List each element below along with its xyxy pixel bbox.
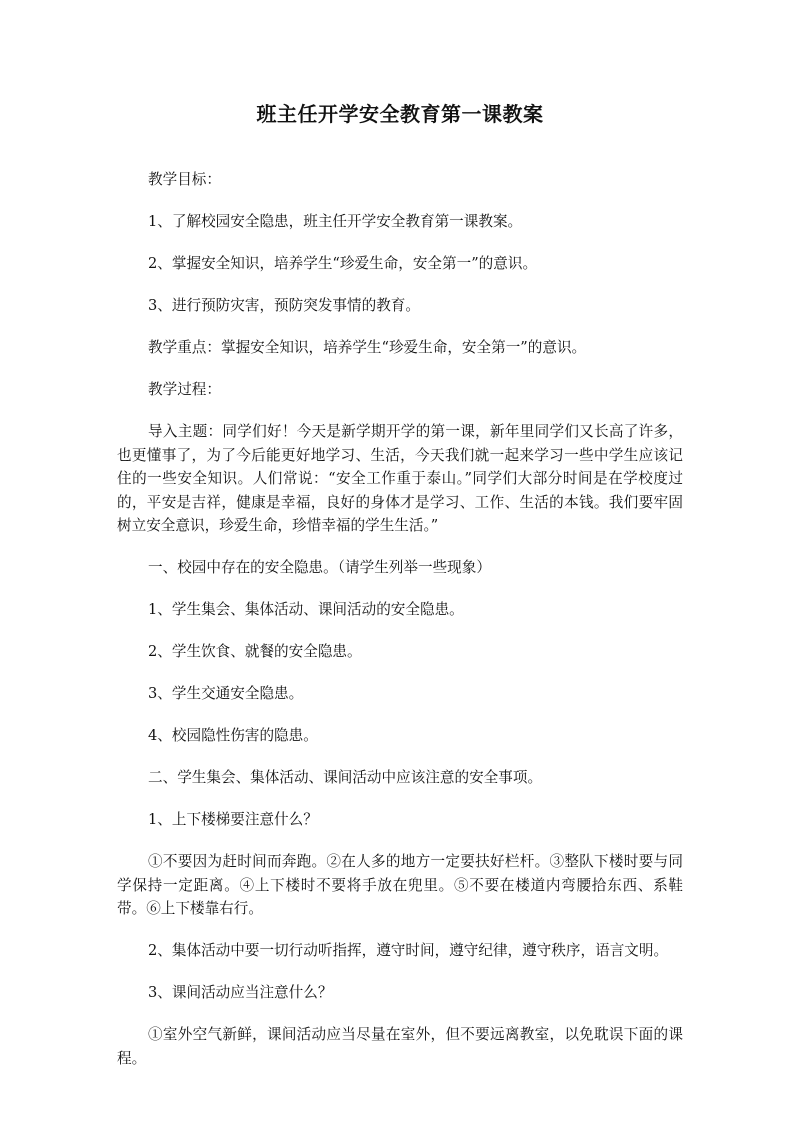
paragraph-objectives-heading: 教学目标： [148, 171, 221, 188]
paragraph-stairs-rules: ①不要因为赶时间而奔跑。②在人多的地方一定要扶好栏杆。③整队下楼时要与同学保持一定距离。④上下楼时不要将手放在兜里。⑤不要在楼道内弯腰拾东西、系鞋带。⑥上下楼靠右行。 [117, 853, 683, 917]
paragraph-hazard-1: 1、学生集会、集体活动、课间活动的安全隐患。 [148, 601, 464, 618]
paragraph-break-rules: ①室外空气新鲜，课间活动应当尽量在室外，但不要远离教室，以免耽误下面的课程。 [117, 1026, 683, 1067]
document-body [117, 168, 683, 1070]
paragraph-objective-2: 2、掌握安全知识，培养学生“珍爱生命，安全第一”的意识。 [148, 255, 538, 272]
paragraph-hazard-3: 3、学生交通安全隐患。 [148, 685, 304, 702]
paragraph-section-1-heading: 一、校园中存在的安全隐患。（请学生列举一些现象） [148, 559, 491, 576]
paragraph-hazard-2: 2、学生饮食、就餐的安全隐患。 [148, 643, 362, 660]
paragraph-objective-3: 3、进行预防灾害，预防突发事情的教育。 [148, 297, 420, 314]
paragraph-key-points: 教学重点：掌握安全知识，培养学生“珍爱生命，安全第一”的意识。 [148, 339, 587, 356]
paragraph-break-question: 3、课间活动应当注意什么？ [148, 984, 333, 1001]
paragraph-introduction: 导入主题：同学们好！今天是新学期开学的第一课，新年里同学们又长高了许多，也更懂事了，为了今后能更好地学习、生活，今天我们就一起来学习一些中学生应该记住的一些安全知识。人们常说：“安全工作重于泰山。”同学们大部分时间是在学校度过的，平安是吉祥，健康是幸福，良好的身体才是学习、工作、生活的本钱。我们要牢固树立安全意识，珍爱生命，珍惜幸福的学生生活。” [117, 423, 683, 534]
paragraph-objective-1: 1、了解校园安全隐患，班主任开学安全教育第一课教案。 [148, 213, 523, 230]
paragraph-process-heading: 教学过程： [148, 381, 221, 398]
paragraph-hazard-4: 4、校园隐性伤害的隐患。 [148, 727, 318, 744]
paragraph-section-2-heading: 二、学生集会、集体活动、课间活动中应该注意的安全事项。 [148, 769, 543, 786]
paragraph-group-activity: 2、集体活动中要一切行动听指挥，遵守时间，遵守纪律，遵守秩序，语言文明。 [148, 942, 669, 959]
document-title: 班主任开学安全教育第一课教案 [256, 102, 544, 126]
paragraph-stairs-question: 1、上下楼梯要注意什么？ [148, 811, 318, 828]
